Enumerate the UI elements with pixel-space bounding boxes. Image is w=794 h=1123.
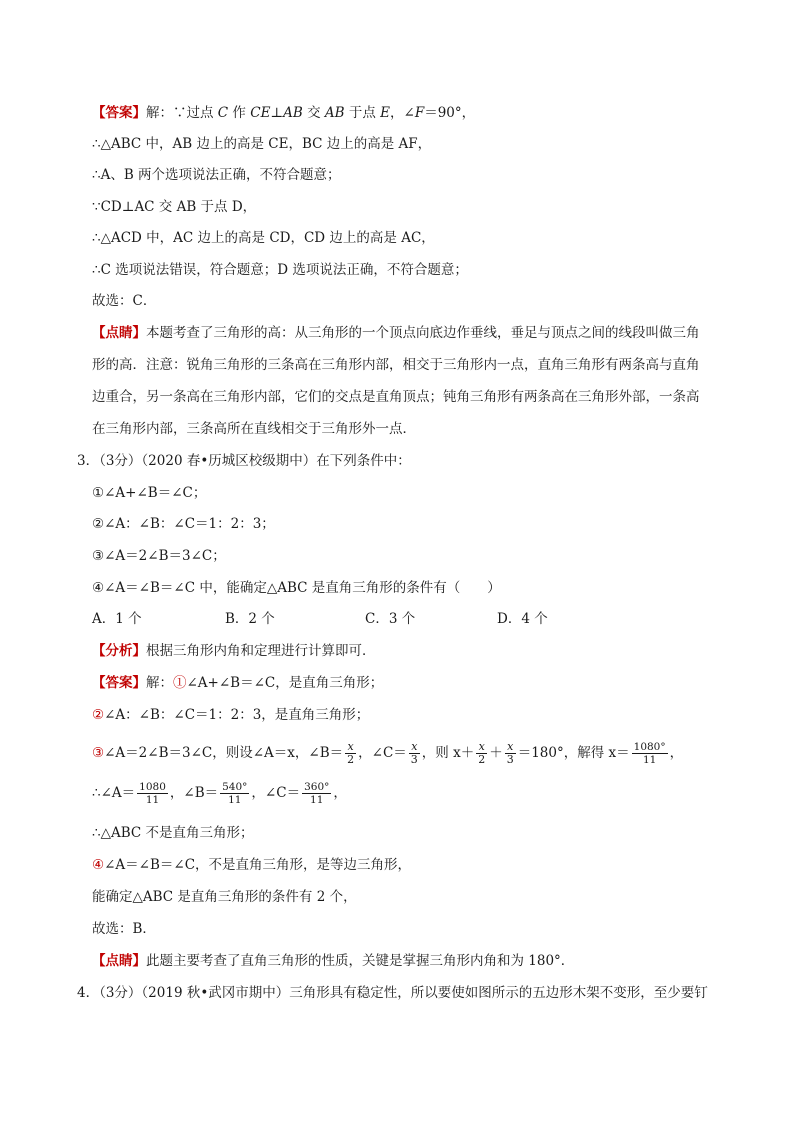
comment-label: 【点睛】 — [92, 325, 146, 341]
q3-analysis: 【分析】根据三角形内角和定理进行计算即可． — [92, 643, 376, 659]
fraction-x-over-2: $\frac{x}{2}$ — [347, 740, 355, 766]
q3-condition-2: ②∠A：∠B：∠C＝1：2：3； — [92, 516, 275, 532]
q2-answer-line-2: ∴△ABC 中，AB 边上的高是 CE，BC 边上的高是 AF， — [92, 136, 432, 152]
q3-option-b: B．2 个 — [225, 611, 275, 627]
fraction-x-over-3-b: $\frac{x}{3}$ — [506, 740, 514, 766]
q3-condition-3: ③∠A＝2∠B＝3∠C； — [92, 548, 226, 564]
q2-comment-line-1: 【点睛】本题考查了三角形的高：从三角形的一个顶点向底边作垂线，垂足与顶点之间的线段叫做三角 — [92, 325, 700, 341]
q2-comment-line-2: 形的高．注意：锐角三角形的三条高在三角形内部，相交于三角形内一点，直角三角形有两条高与直角 — [92, 357, 700, 373]
fraction-540-over-11: $\frac{540^\circ}{11}$ — [222, 781, 248, 806]
fraction-1080-over-11: $\frac{1080}{11}$ — [139, 781, 166, 806]
q3-answer-line-2: ②∠A：∠B：∠C＝1：2：3，是直角三角形； — [92, 707, 370, 723]
q3-option-a: A．1 个 — [92, 611, 142, 627]
q3-condition-1: ①∠A+∠B＝∠C； — [92, 485, 207, 501]
analysis-label: 【分析】 — [92, 643, 146, 659]
q3-answer-line-7: 能确定△ABC 是直角三角形的条件有 2 个， — [92, 889, 357, 905]
answer-label: 【答案】 — [92, 105, 146, 121]
q4-stem: 4．（3分）（2019 秋•武冈市期中）三角形具有稳定性，所以要使如图所示的五边形木架不变形，至少要钉 — [77, 985, 708, 1001]
q2-answer-line-7: 故选：C． — [92, 293, 157, 309]
fraction-1080deg-over-11: $\frac{1080^\circ}{11}$ — [633, 741, 666, 766]
q3-answer-line-8: 故选：B． — [92, 921, 156, 937]
q3-option-c: C．3 个 — [365, 611, 416, 627]
fraction-x-over-3: $\frac{x}{3}$ — [410, 740, 418, 766]
q2-answer-line-5: ∴△ACD 中，AC 边上的高是 CD，CD 边上的高是 AC， — [92, 230, 435, 246]
q2-comment-line-4: 在三角形内部，三条高所在直线相交于三角形外一点． — [92, 421, 416, 437]
fraction-360-over-11: $\frac{360^\circ}{11}$ — [304, 781, 330, 806]
q2-comment-line-3: 边重合，另一条高在三角形内部，它们的交点是直角顶点；钝角三角形有两条高在三角形外部，一条高 — [92, 389, 700, 405]
q3-comment: 【点睛】此题主要考查了直角三角形的性质，关键是掌握三角形内角和为 180°． — [92, 953, 575, 969]
q2-answer-line-1: 【答案】解：∵过点 C 作 CE⊥AB 交 AB 于点 E，∠F＝90°， — [92, 105, 476, 121]
q3-option-d: D．4 个 — [497, 611, 548, 627]
q3-condition-4: ④∠A＝∠B＝∠C 中，能确定△ABC 是直角三角形的条件有（ ） — [92, 580, 501, 596]
q3-answer-line-4: ∴∠A＝ $\frac{1080}{11}$ ，∠B＝ $\frac{540^\circ}{11}$ ，∠C＝ $\frac{360^\circ}{11}$ ， — [92, 781, 347, 806]
fraction-x-over-2-b: $\frac{x}{2}$ — [478, 740, 486, 766]
q3-answer-line-1: 【答案】解：①∠A+∠B＝∠C，是直角三角形； — [92, 675, 384, 691]
q2-answer-line-6: ∴C 选项说法错误，符合题意；D 选项说法正确，不符合题意； — [92, 262, 468, 278]
q3-answer-line-6: ④∠A＝∠B＝∠C，不是直角三角形，是等边三角形， — [92, 857, 412, 873]
q3-answer-line-5: ∴△ABC 不是直角三角形； — [92, 825, 254, 841]
q2-answer-line-3: ∴A、B 两个选项说法正确，不符合题意； — [92, 167, 341, 183]
q3-stem: 3．（3分）（2020 春•历城区校级期中）在下列条件中： — [77, 453, 411, 469]
q3-answer-line-3: ③∠A＝2∠B＝3∠C，则设∠A＝x，∠B＝ $\frac{x}{2}$ ，∠C＝ $\frac{x}{3}$ ，则 x＋ $\frac{x}{2}$ ＋ $\frac{x}{3}$ ＝180°，解得 x＝ $\frac{1080^\circ}{11}$ ， — [92, 740, 684, 766]
q2-answer-line-4: ∵CD⊥AC 交 AB 于点 D， — [92, 199, 257, 215]
